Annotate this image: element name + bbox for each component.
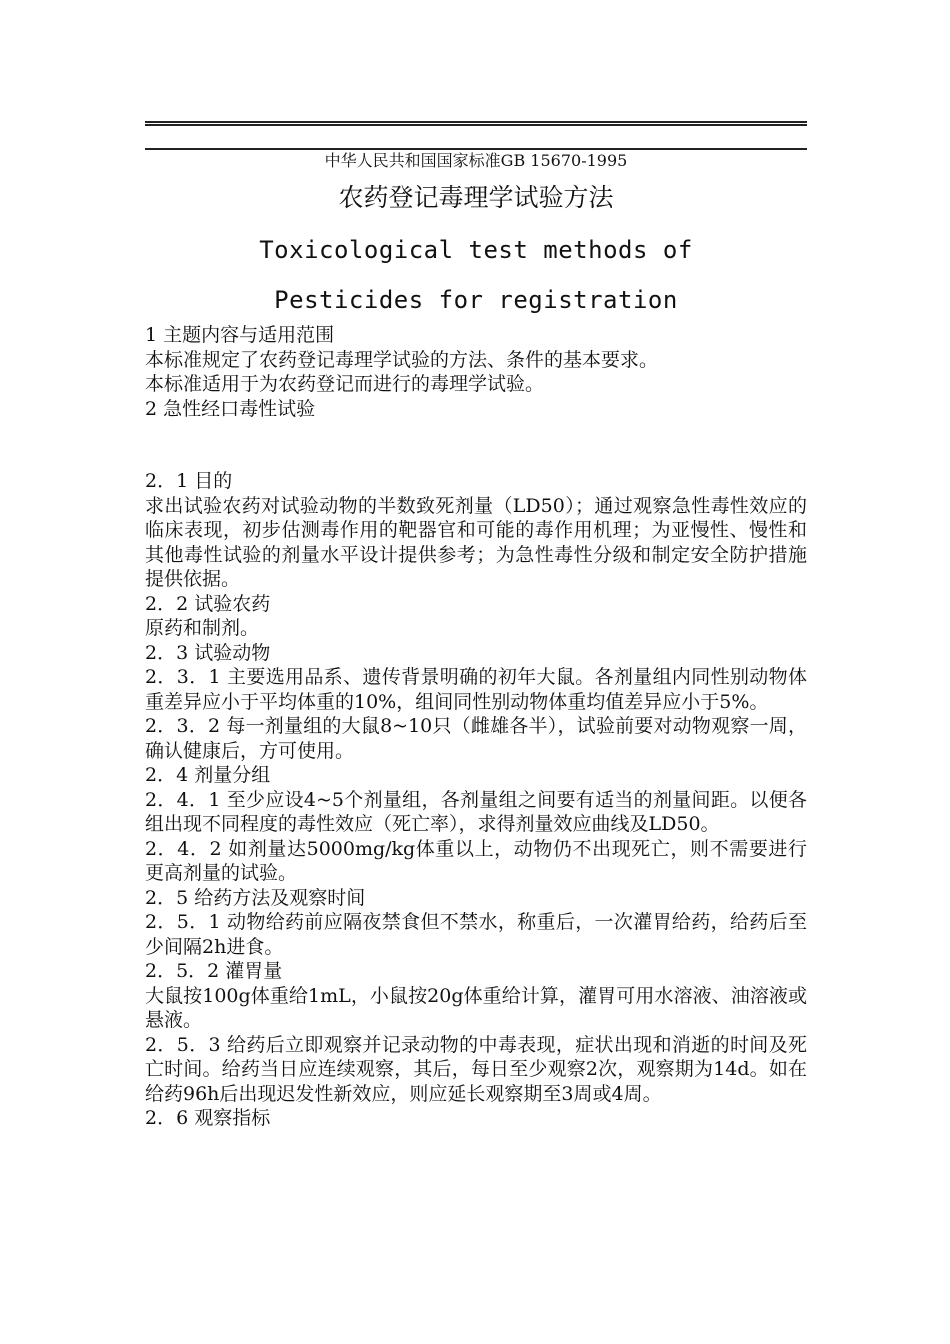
- paragraph: 2．5．1 动物给药前应隔夜禁食但不禁水，称重后，一次灌胃给药，给药后至少间隔2h进食。: [145, 911, 807, 958]
- document-title-english-line-2: Pesticides for registration: [274, 286, 678, 314]
- subsection-heading: 2．3 试验动物: [145, 641, 271, 664]
- standard-number-line: 中华人民共和国国家标准GB 15670-1995: [324, 151, 628, 170]
- subsection-heading: 2．6 观察指标: [145, 1107, 271, 1129]
- paragraph: 本标准规定了农药登记毒理学试验的方法、条件的基本要求。: [145, 348, 659, 371]
- document-title-english-line-1: Toxicological test methods of: [259, 236, 693, 264]
- paragraph: 2．4．2 如剂量达5000mg/kg体重以上，动物仍不出现死亡，则不需要进行更高剂量的试验。: [145, 837, 807, 884]
- paragraph: 原药和制剂。: [145, 617, 260, 639]
- paragraph: 2．3．2 每一剂量组的大鼠8~10只（雌雄各半），试验前要对动物观察一周，确认健康后，方可使用。: [145, 715, 807, 762]
- paragraph: 2．3．1 主要选用品系、遗传背景明确的初年大鼠。各剂量组内同性别动物体重差异应小于平均体重的10%，组间同性别动物体重均值差异应小于5%。: [145, 666, 807, 713]
- paragraph: 2．5．3 给药后立即观察并记录动物的中毒表现，症状出现和消逝的时间及死亡时间。给药当日应连续观察，其后，每日至少观察2次，观察期为14d。如在给药96h后出现迟发性新效应，则应延长观察期至3周或4周。: [145, 1033, 807, 1105]
- top-double-rule: [145, 121, 807, 126]
- section-heading: 2 急性经口毒性试验: [145, 397, 316, 420]
- paragraph: 本标准适用于为农药登记而进行的毒理学试验。: [145, 373, 545, 395]
- document-body: [145, 323, 807, 1131]
- paragraph: 2．4．1 至少应设4~5个剂量组，各剂量组之间要有适当的剂量间距。以便各组出现不同程度的毒性效应（死亡率），求得剂量效应曲线及LD50。: [145, 788, 807, 835]
- subsection-heading: 2．1 目的: [145, 470, 233, 492]
- document-title-chinese: 农药登记毒理学试验方法: [338, 183, 614, 212]
- paragraph: 求出试验农药对试验动物的半数致死剂量（LD50）；通过观察急性毒性效应的临床表现，初步估测毒作用的靶器官和可能的毒作用机理；为亚慢性、慢性和其他毒性试验的剂量水平设计提供参考；为急性毒性分级和制定安全防护措施提供依据。: [145, 494, 807, 590]
- subsection-heading: 2．5 给药方法及观察时间: [145, 886, 366, 909]
- subsection-heading: 2．5．2 灌胃量: [145, 960, 283, 982]
- paragraph: 大鼠按100g体重给1mL，小鼠按20g体重给计算，灌胃可用水溶液、油溶液或悬液。: [145, 984, 807, 1031]
- subsection-heading: 2．4 剂量分组: [145, 764, 271, 786]
- subsection-heading: 2．2 试验农药: [145, 592, 271, 615]
- section-heading: 1 主题内容与适用范围: [145, 324, 335, 346]
